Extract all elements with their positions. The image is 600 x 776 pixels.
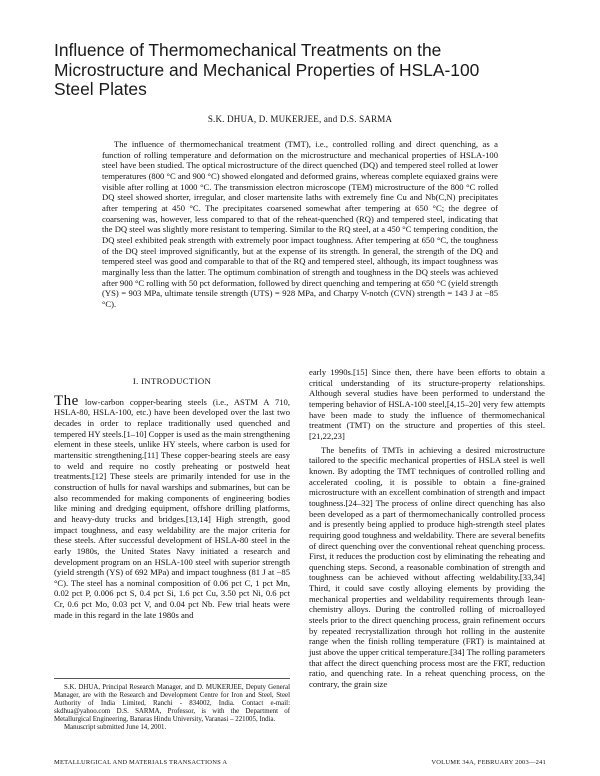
abstract-text: The influence of thermomechanical treatment (TMT), i.e., controlled rolling and direct quenching, as a function of rolling temperature and deformation on the microstructure and mechanical properties of HSLA-100 steel have been studied. The optical microstructure of the direct quenched (DQ) and tempered steel rolled at lower temperatures (800 °C and 900 °C) showed elongated and deformed grains, whereas complete equiaxed grains were visible after rolling at 1000 °C. The transmission electron microscope (TEM) microstructure of the 800 °C rolled DQ steel showed shorter, irregular, and closer martensite laths with extremely fine Cu and Nb(C,N) precipitates after tempering at 450 °C. The precipitates coarsened somewhat after tempering at 650 °C; the degree of coarsening was, however, less compared to that of the reheat-quenched (RQ) and tempered steel, indicating that the DQ steel was slightly more resistant to tempering. Similar to the RQ steel, at a 450 °C tempering condition, the DQ steel exhibited peak strength with extremely poor impact toughness. After tempering at 650 °C, the toughness of the DQ steel improved significantly, but at the expense of its strength. In general, the strength of the DQ and tempered steel was good and comparable to that of the RQ and tempered steel, although, its impact toughness was marginally less than the latter. The optimum combination of strength and toughness in the DQ steels was achieved after 900 °C rolling with 50 pct deformation, followed by direct quenching and tempering at 650 °C (yield strength (YS) = 903 MPa, ultimate tensile strength (UTS) = 928 MPa, and Charpy V-notch (CVN) strength = 143 J at −85 °C). [102,139,498,309]
footnote-text: S.K. DHUA, Principal Research Manager, and D. MUKERJEE, Deputy General Manager, are with the Research and Development Centre for Iron and Steel, Steel Authority of India Limited, Ranchi - 834002, India. Contact e-mail: skdhua@yahoo.com D.S. SARMA, Professor, is with the Department of Metallurgical Engineering, Banaras Hindu University, Varanasi – 221005, India. [54,684,290,724]
author-affiliation-footnote [54,678,290,733]
intro-paragraph-1-text: low-carbon copper-bearing steels (i.e., ASTM A 710, HSLA-80, HSLA-100, etc.) have been developed over the last two decades in order to replace traditionally used quenched and tempered HY steels.[1–10] Copper is used as the main strengthening element in these steels, unlike HY steels, where carbon is used for martensitic strengthening.[11] These copper-bearing steels are easy to weld and require no costly preheating or postweld heat treatments.[12] These steels are primarily intended for use in the construction of hulls for naval warships and submarines, but can be also recommended for making components of engineering bodies like mining and dredging equipment, offshore drilling platforms, and heavy-duty trucks and bridges.[13,14] High strength, good impact toughness, and easy weldability are the major criteria for these steels. After successful development of HSLA-80 steel in the early 1980s, the United States Navy initiated a research and development program on an HSLA-100 steel with superior strength (yield strength (YS) of 692 MPa) and impact toughness (81 J at −85 °C). The steel has a nominal composition of 0.06 pct C, 1 pct Mn, 0.02 pct P, 0.006 pct S, 0.4 pct Si, 1.6 pct Cu, 3.50 pct Ni, 0.6 pct Cr, 0.6 pct Mo, 0.03 pct V, and 0.04 pct Nb. Few trial heats were made in this regard in the late 1980s and [54,396,290,620]
title-line-1: Influence of Thermomechanical Treatments on the [54,40,442,60]
volume-page-footer: VOLUME 34A, FEBRUARY 2003—241 [431,759,546,766]
section-heading-introduction: I. INTRODUCTION [132,376,212,386]
author-list: S.K. DHUA, D. MUKERJEE, and D.S. SARMA [207,114,393,124]
intro-paragraph-2: The benefits of TMTs in achieving a desired microstructure tailored to the specific mechanical properties of HSLA steel is well known. By adopting the TMT techniques of controlled rolling and accelerated cooling, it is possible to obtain a fine-grained microstructure with an excellent combination of strength and impact toughness.[24–32] The process of online direct quenching has also been developed as a part of thermomechanically controlled process and is presently being applied to produce high-strength steel plates requiring good toughness and weldability. There are several benefits of direct quenching over the conventional reheat quenching process. First, it reduces the production cost by eliminating the reheating and quenching steps. Second, a reasonable combination of strength and toughness can be achieved without affecting weldability.[33,34] Third, it could save costly alloying elements by providing the mechanical properties and weldability requirements through lean-chemistry alloys. During the controlled rolling of microalloyed steels prior to the direct quenching process, grain refinement occurs by repeated recrystallization through hot rolling in the austenite range when the finish rolling temperature (FRT) is maintained at just above the upper critical temperature.[34] The rolling parameters that affect the direct quenching process most are the FRT, reduction ratio, and quenching rate. In a reheat quenching process, on the contrary, the grain size [309,444,545,690]
intro-paragraph-1-cont: early 1990s.[15] Since then, there have been efforts to obtain a critical understanding of its structure-property relationships. Although several studies have been performed to understand the tempering behavior of HSLA-100 steel,[4,15–20] very few attempts have been made to study the influence of thermomechanical treatment (TMT) on the structure and properties of this steel.[21,22,23] [309,367,545,441]
title-line-3: Steel Plates [54,79,147,99]
title-line-2: Microstructure and Mechanical Properties of HSLA-100 [54,59,480,80]
abstract [102,139,498,310]
manuscript-submitted-note: Manuscript submitted June 14, 2001. [64,724,167,732]
left-column [54,376,290,620]
paper-title [54,41,554,100]
intro-paragraph-1 [54,392,290,621]
journal-name-footer: METALLURGICAL AND MATERIALS TRANSACTIONS A [54,759,228,766]
drop-cap: The [54,392,79,409]
right-column [309,367,545,690]
